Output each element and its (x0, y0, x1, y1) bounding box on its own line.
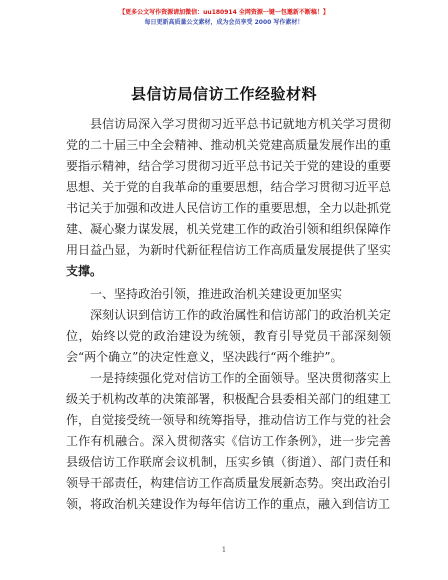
document-title: 县信访局信访工作经验材料 (130, 85, 317, 103)
promo-line-1: 【更多公文写作资源请加微信：uu180914 全网资源一键一包邀新不断稿！】 (119, 9, 329, 16)
intro-paragraph (66, 114, 391, 282)
intro-paragraph-text: 县信访局深入学习贯彻习近平总书记就地方机关学习贯彻党的二十届三中全会精神、推动机关党建高质量发展作出的重要指示精神，结合学习贯彻习近平总书记关于党的建设的重要思想、关于党的自我革命的重要思想，结合学习贯彻习近平总书记关于加强和改进人民信访工作的重要思想，全力以赴抓党建、凝心聚力谋发展，机关党建工作的政治引领和组织保障作用日益凸显，为新时代新征程信访工作高质量发展提供了坚实 (66, 117, 391, 257)
section-heading-1: 一、坚持政治引领，推进政治机关建设更加坚实 (90, 287, 343, 301)
section-1-paragraph: 深刻认识到信访工作的政治属性和信访部门的政治机关定位，始终以党的政治建设为统领，教育引导党员干部深刻领会“两个确立”的决定性意义，坚决践行“两个维护”。 (66, 308, 391, 364)
intro-paragraph-bold-tail: 支撑。 (66, 264, 103, 278)
document-body (66, 114, 391, 515)
section-1-point-1-paragraph: 一是持续强化党对信访工作的全面领导。坚决贯彻落实上级关于机构改革的决策部署，积极配合县委相关部门的组建工作，自觉接受统一领导和统筹指导，推动信访工作与党的社会工作有机融合。深入贯彻落实《信访工作条例》，进一步完善县级信访工作联席会议机制，压实乡镇（街道）、部门责任和领导干部责任，构建信访工作高质量发展新态势。突出政治引领，将政治机关建设作为每年信访工作的重点，融入到信访工 (66, 371, 391, 511)
promo-header (0, 8, 448, 27)
promo-line-2: 每日更新高质量公文素材，成为会员享受 2000 写作素材！ (144, 19, 304, 26)
page-number: 1 (221, 546, 227, 554)
